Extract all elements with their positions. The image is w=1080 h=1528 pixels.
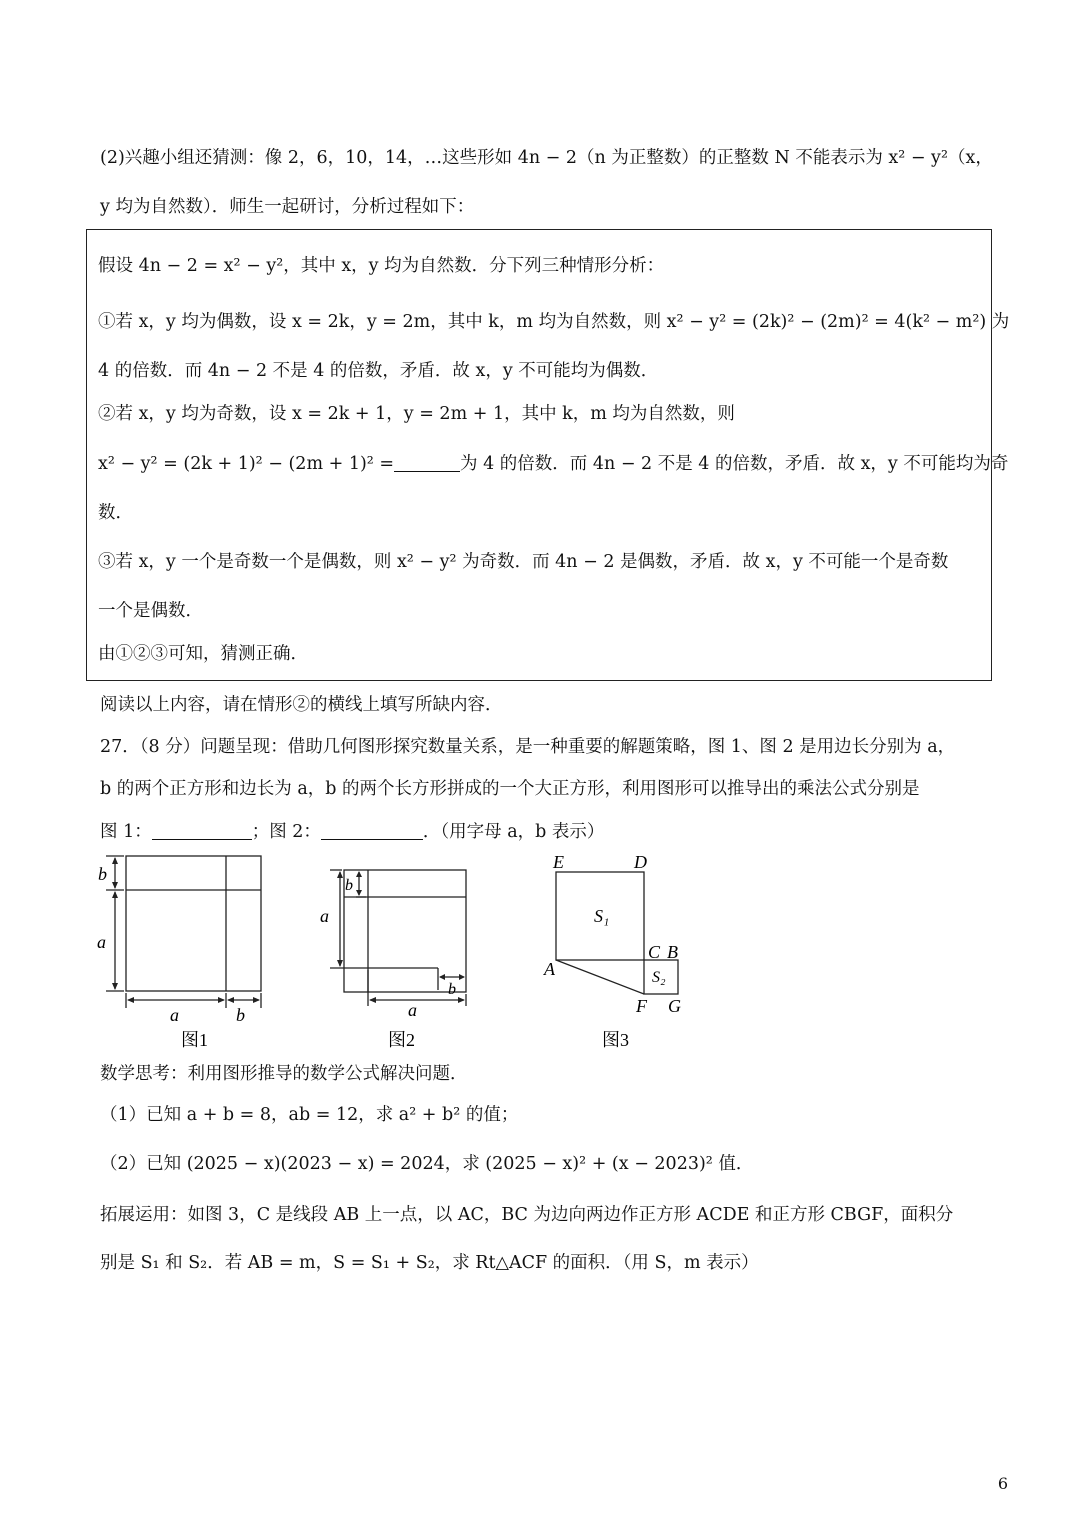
fig1-caption: 图1 (181, 1030, 208, 1050)
figure-3 (540, 850, 700, 1050)
figure-1 (88, 850, 278, 1050)
fig2-label: ；图 2： (251, 822, 321, 842)
box-line: 由①②③可知，猜测正确． (98, 644, 308, 664)
point-C-label: C (648, 942, 661, 962)
paragraph-line: (2)兴趣小组还猜测：像 2，6，10，14，…这些形如 4n − 2（n 为正整数）的正整数 N 不能表示为 x² − y²（x， (100, 148, 993, 168)
question-line: （1）已知 a + b = 8，ab = 12，求 a² + b² 的值； (100, 1105, 519, 1125)
area-S1-label: S₁ (594, 906, 610, 926)
question-line: 27．（8 分）问题呈现：借助几何图形探究数量关系，是一种重要的解题策略，图 1、图 2 是用边长分别为 a， (100, 737, 956, 757)
point-F-label: F (636, 996, 647, 1016)
box-line: ②若 x，y 均为奇数，设 x = 2k + 1，y = 2m + 1，其中 k，m 均为自然数，则 (98, 404, 735, 424)
point-D-label: D (634, 852, 647, 872)
case2-expression: x² − y² = (2k + 1)² − (2m + 1)² = (98, 454, 395, 474)
fig3-caption: 图3 (602, 1030, 629, 1050)
box-line: ①若 x，y 均为偶数，设 x = 2k，y = 2m，其中 k，m 均为自然数，则 x² − y² = (2k)² − (2m)² = 4(k² − m²) 为 (98, 312, 1010, 332)
fig1-a-label: a (97, 932, 106, 952)
box-line: ③若 x，y 一个是奇数一个是偶数，则 x² − y² 为奇数．而 4n − 2 是偶数，矛盾．故 x，y 不可能一个是奇数 (98, 552, 949, 572)
fig2-caption: 图2 (388, 1030, 415, 1050)
fig1-bottom-b-label: b (236, 1005, 245, 1025)
fig2-bottom-a-label: a (408, 1000, 417, 1020)
page-number: 6 (997, 1474, 1008, 1493)
point-B-label: B (667, 942, 678, 962)
question-line: b 的两个正方形和边长为 a，b 的两个长方形拼成的一个大正方形，利用图形可以推导出的乘法公式分别是 (100, 779, 920, 799)
fig2-b-label: b (345, 877, 353, 894)
question-line: 数学思考：利用图形推导的数学公式解决问题． (100, 1064, 468, 1084)
answer-blank-fig1[interactable] (152, 821, 252, 840)
answer-blank-fig2[interactable] (321, 821, 423, 840)
case2-tail: 为 4 的倍数．而 4n − 2 不是 4 的倍数，矛盾．故 x，y 不可能均为奇 (460, 454, 1009, 474)
fig2-a-label: a (320, 906, 329, 926)
box-line (98, 452, 1008, 476)
question-line: 别是 S₁ 和 S₂．若 AB = m，S = S₁ + S₂，求 Rt△ACF 的面积．（用 S，m 表示） (100, 1253, 759, 1273)
box-line: 一个是偶数． (98, 601, 203, 621)
question-line: 拓展运用：如图 3，C 是线段 AB 上一点，以 AC，BC 为边向两边作正方形 ACDE 和正方形 CBGF，面积分 (100, 1205, 954, 1225)
answer-blank[interactable] (394, 453, 460, 472)
fig1-b-label: b (98, 864, 107, 884)
point-E-label: E (553, 852, 564, 872)
question-line: （2）已知 (2025 − x)(2023 − x) = 2024，求 (2025 − x)² + (x − 2023)² 值． (100, 1154, 754, 1174)
point-A-label: A (544, 959, 555, 979)
fig1-bottom-a-label: a (170, 1005, 179, 1025)
fig1-label: 图 1： (100, 822, 152, 842)
box-line: 数． (98, 503, 133, 523)
fig2-right-b-label: b (448, 981, 456, 998)
paragraph-line: 阅读以上内容，请在情形②的横线上填写所缺内容． (100, 695, 503, 715)
point-G-label: G (668, 996, 681, 1016)
figure-2 (316, 860, 476, 1050)
area-S2-label: S₂ (652, 969, 666, 986)
question-hint: ．（用字母 a，b 表示） (422, 822, 605, 842)
box-line: 假设 4n − 2 = x² − y²，其中 x，y 均为自然数．分下列三种情形分析： (98, 256, 665, 276)
paragraph-line: y 均为自然数）．师生一起研讨，分析过程如下： (100, 197, 475, 217)
box-line: 4 的倍数．而 4n − 2 不是 4 的倍数，矛盾．故 x，y 不可能均为偶数． (98, 361, 659, 381)
question-line (100, 820, 604, 844)
